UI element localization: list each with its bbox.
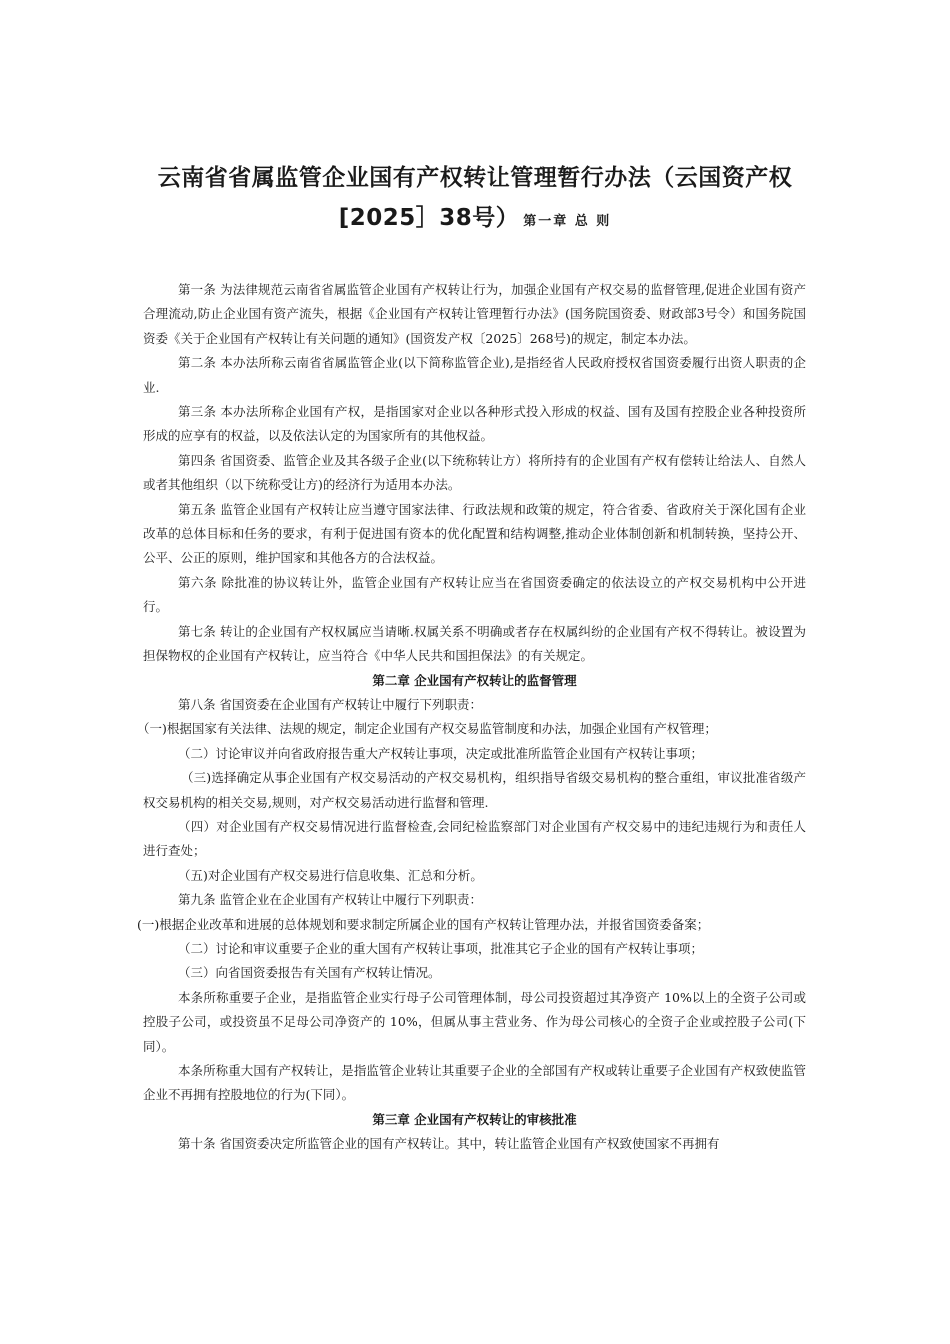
article-8: 第八条 省国资委在企业国有产权转让中履行下列职责： bbox=[178, 696, 482, 712]
article-8-item-5: （五)对企业国有产权交易进行信息收集、汇总和分析。 bbox=[178, 867, 483, 883]
article-7: 第七条 转让的企业国有产权权属应当请晰.权属关系不明确或者存在权属纠纷的企业国有产权不得转让。被设置为担保物权的企业国有产权转让，应当符合《中华人民共和国担保法》的有关规定。 bbox=[143, 623, 806, 664]
document-title bbox=[130, 158, 820, 242]
article-9-note-2: 本条所称重大国有产权转让，是指监管企业转让其重要子企业的全部国有产权或转让重要子企业国有产权致使监管企业不再拥有控股地位的行为(下同）。 bbox=[143, 1063, 806, 1103]
article-2: 第二条 本办法所称云南省省属监管企业(以下简称监管企业),是指经省人民政府授权省国资委履行出资人职责的企业. bbox=[143, 355, 806, 395]
article-6: 第六条 除批准的协议转让外，监管企业国有产权转让应当在省国资委确定的依法设立的产权交易机构中公开进行。 bbox=[143, 574, 806, 615]
article-9: 第九条 监管企业在企业国有产权转让中履行下列职责： bbox=[178, 892, 482, 908]
chapter-2-heading: 第二章 企业国有产权转让的监督管理 bbox=[372, 672, 577, 688]
article-9-item-2: （二）讨论和审议重要子企业的重大国有产权转让事项，批准其它子企业的国有产权转让事项； bbox=[178, 940, 704, 956]
article-8-item-4: （四）对企业国有产权交易情况进行监督检查,会同纪检监察部门对企业国有产权交易中的违纪违规行为和责任人进行查处； bbox=[143, 818, 806, 859]
document-body bbox=[137, 278, 806, 1157]
article-4: 第四条 省国资委、监管企业及其各级子企业(以下统称转让方）将所持有的企业国有产权有偿转让给法人、自然人或者其他组织（以下统称受让方)的经济行为适用本办法。 bbox=[143, 452, 806, 493]
article-9-item-1: (一)根据企业改革和进展的总体规划和要求制定所属企业的国有产权转让管理办法，并报省国资委备案； bbox=[137, 916, 710, 932]
article-5: 第五条 监管企业国有产权转让应当遵守国家法律、行政法规和政策的规定，符合省委、省政府关于深化国有企业改革的总体目标和任务的要求，有利于促进国有资本的优化配置和结构调整,推动企业体制创新和机制转换，坚持公开、公平、公正的原则，维护国家和其他各方的合法权益。 bbox=[143, 501, 806, 566]
article-8-item-2: （二）讨论审议并向省政府报告重大产权转让事项，决定或批准所监管企业国有产权转让事项； bbox=[178, 745, 704, 761]
article-8-item-3: （三)选择确定从事企业国有产权交易活动的产权交易机构，组织指导省级交易机构的整合重组，审议批准省级产权交易机构的相关交易,规则，对产权交易活动进行监督和管理. bbox=[143, 770, 806, 810]
article-8-item-1: （一)根据国家有关法律、法规的规定，制定企业国有产权交易监管制度和办法，加强企业国有产权管理； bbox=[137, 721, 717, 737]
article-3: 第三条 本办法所称企业国有产权，是指国家对企业以各种形式投入形成的权益、国有及国有控股企业各种投资所形成的应享有的权益，以及依法认定的为国家所有的其他权益。 bbox=[143, 404, 806, 444]
title-number: [2025］38号） bbox=[338, 205, 520, 231]
chapter-3-heading: 第三章 企业国有产权转让的审核批准 bbox=[372, 1111, 577, 1127]
article-9-item-3: （三）向省国资委报告有关国有产权转让情况。 bbox=[178, 965, 441, 981]
chapter-1-heading: 第一章 总 则 bbox=[523, 214, 612, 229]
title-line-2 bbox=[130, 198, 820, 242]
article-1: 第一条 为法律规范云南省省属监管企业国有产权转让行为，加强企业国有产权交易的监督管理,促进企业国有资产合理流动,防止企业国有资产流失，根据《企业国有产权转让管理暂行办法》(国务院国资委、财政部3号令）和国务院国资委《关于企业国有产权转让有关问题的通知》(国资发产权〔2025〕268号)的规定，制定本办法。 bbox=[143, 282, 806, 346]
article-9-note-1: 本条所称重要子企业，是指监管企业实行母子公司管理体制，母公司投资超过其净资产 10%以上的全资子公司或控股子公司，或投资虽不足母公司净资产的 10%，但属从事主营业务、作为母公司核心的全资子企业或控股子公司(下同）。 bbox=[143, 989, 806, 1054]
title-line-1: 云南省省属监管企业国有产权转让管理暂行办法（云国资产权 bbox=[157, 165, 793, 191]
article-10: 第十条 省国资委决定所监管企业的国有产权转让。其中，转让监管企业国有产权致使国家不再拥有 bbox=[178, 1136, 720, 1152]
